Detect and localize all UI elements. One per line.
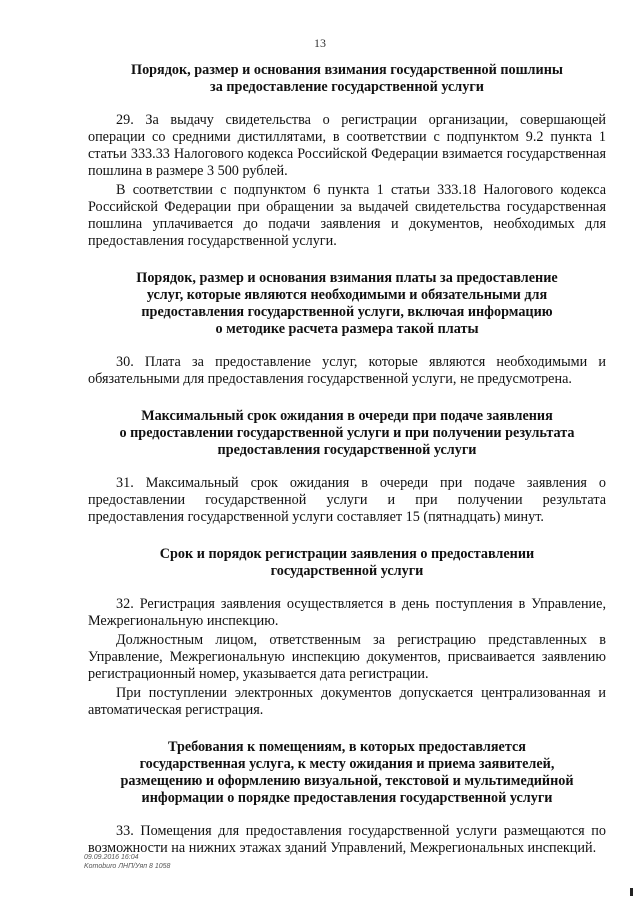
- section-queue-wait: [88, 408, 606, 526]
- section-heading: Порядок, размер и основания взимания государственной пошлины за предоставление государственной услуги: [131, 62, 563, 95]
- section-heading: Срок и порядок регистрации заявления о предоставлении государственной услуги: [159, 546, 535, 579]
- paragraph: 32. Регистрация заявления осуществляется в день поступления в Управление, Межрегиональную инспекцию.: [88, 596, 606, 629]
- paragraph: Должностным лицом, ответственным за регистрацию представленных в Управление, Межрегиональную инспекцию документов, присваивается заявлению регистрационный номер, указывается дата регистрации.: [88, 632, 606, 682]
- section-state-fee: [88, 62, 606, 250]
- paragraph: При поступлении электронных документов допускается централизованная и автоматическая регистрация.: [88, 685, 606, 718]
- page-number: 13: [314, 36, 326, 50]
- section-registration: [88, 546, 606, 719]
- paragraph: 30. Плата за предоставление услуг, которые являются необходимыми и обязательными для предоставления государственной услуги, не предусмотрена.: [88, 354, 606, 387]
- paragraph: 31. Максимальный срок ожидания в очереди при подаче заявления о предоставлении государственной услуги и при получении результата предоставления государственной услуги составляет 15 (пятнадцать) минут.: [88, 475, 606, 525]
- document-body: [88, 62, 606, 859]
- scan-edge-mark: [630, 888, 633, 896]
- section-heading: Порядок, размер и основания взимания платы за предоставление услуг, которые являются необходимыми и обязательными для предоставления государственной услуги, включая информацию о методике расчета размера такой платы: [136, 270, 558, 337]
- section-premises: [88, 739, 606, 857]
- footer-file-code: Komoburo ЛНП/Уяп 8 1058: [84, 863, 171, 870]
- paragraph: В соответствии с подпунктом 6 пункта 1 статьи 333.18 Налогового кодекса Российской Федерации при обращении за выдачей свидетельства государственная пошлина уплачивается до подачи заявления и документов, необходимых для предоставления государственной услуги.: [88, 182, 606, 249]
- footer-timestamp: 09.09.2016 16:04: [84, 854, 139, 861]
- section-heading: Требования к помещениям, в которых предоставляется государственная услуга, к месту ожидания и приема заявителей, размещению и оформлению визуальной, текстовой и мультимедийной информации о порядке предоставления государственной услуги: [120, 739, 574, 806]
- paragraph: 33. Помещения для предоставления государственной услуги размещаются по возможности на нижних этажах зданий Управлений, Межрегиональных инспекций.: [88, 823, 606, 856]
- paragraph: 29. За выдачу свидетельства о регистрации организации, совершающей операции со средними дистиллятами, в соответствии с подпунктом 9.2 пункта 1 статьи 333.33 Налогового кодекса Российской Федерации взимается государственная пошлина в размере 3 500 рублей.: [88, 112, 606, 179]
- section-heading: Максимальный срок ожидания в очереди при подаче заявления о предоставлении государственной услуги и при получении результата предоставления государственной услуги: [119, 408, 575, 458]
- document-footer: [84, 853, 170, 871]
- section-service-fees: [88, 270, 606, 388]
